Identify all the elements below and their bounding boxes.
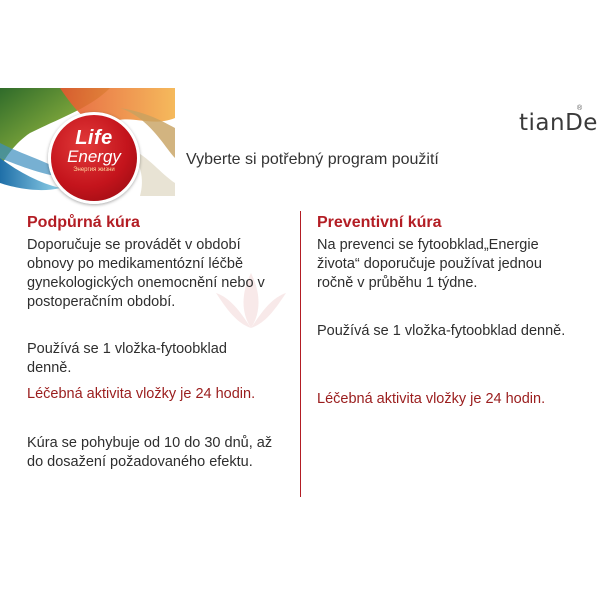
right-line: ročně v průběhu 1 týdne. <box>317 275 478 291</box>
right-usage: Používá se 1 vložka-fytoobklad denně. <box>317 323 566 339</box>
left-usage-line: Používá se 1 vložka-fytoobklad <box>27 341 227 357</box>
logo-line-1: Life <box>75 127 113 149</box>
page-subtitle: Vyberte si potřebný program použití <box>186 151 439 168</box>
logo-line-2: Energy <box>67 147 121 166</box>
left-line: obnovy po medikamentózní léčbě <box>27 256 244 272</box>
logo-line-3: Энергия жизни <box>73 167 115 173</box>
left-line: postoperačním období. <box>27 294 176 310</box>
left-activity: Léčebná aktivita vložky je 24 hodin. <box>27 386 256 402</box>
left-duration-line: do dosažení požadovaného efektu. <box>27 454 253 470</box>
left-usage-line: denně. <box>27 360 72 376</box>
left-duration <box>27 434 297 472</box>
left-description <box>27 236 297 312</box>
life-energy-logo <box>48 112 140 204</box>
brand-logo: tianDe <box>519 110 598 136</box>
left-usage <box>27 340 297 378</box>
left-duration-line: Kúra se pohybuje od 10 do 30 dnů, až <box>27 435 273 451</box>
left-line: gynekologických onemocnění nebo v <box>27 275 265 291</box>
left-line: Doporučuje se provádět v období <box>27 237 241 253</box>
right-line: života“ doporučuje používat jednou <box>317 256 542 272</box>
column-divider <box>300 211 301 497</box>
right-description <box>317 236 587 293</box>
brand-registered-mark: ® <box>577 105 583 112</box>
right-heading: Preventivní kúra <box>317 214 442 231</box>
left-heading: Podpůrná kúra <box>27 214 140 231</box>
right-line: Na prevenci se fytoobklad„Energie <box>317 237 539 253</box>
right-activity: Léčebná aktivita vložky je 24 hodin. <box>317 391 546 407</box>
